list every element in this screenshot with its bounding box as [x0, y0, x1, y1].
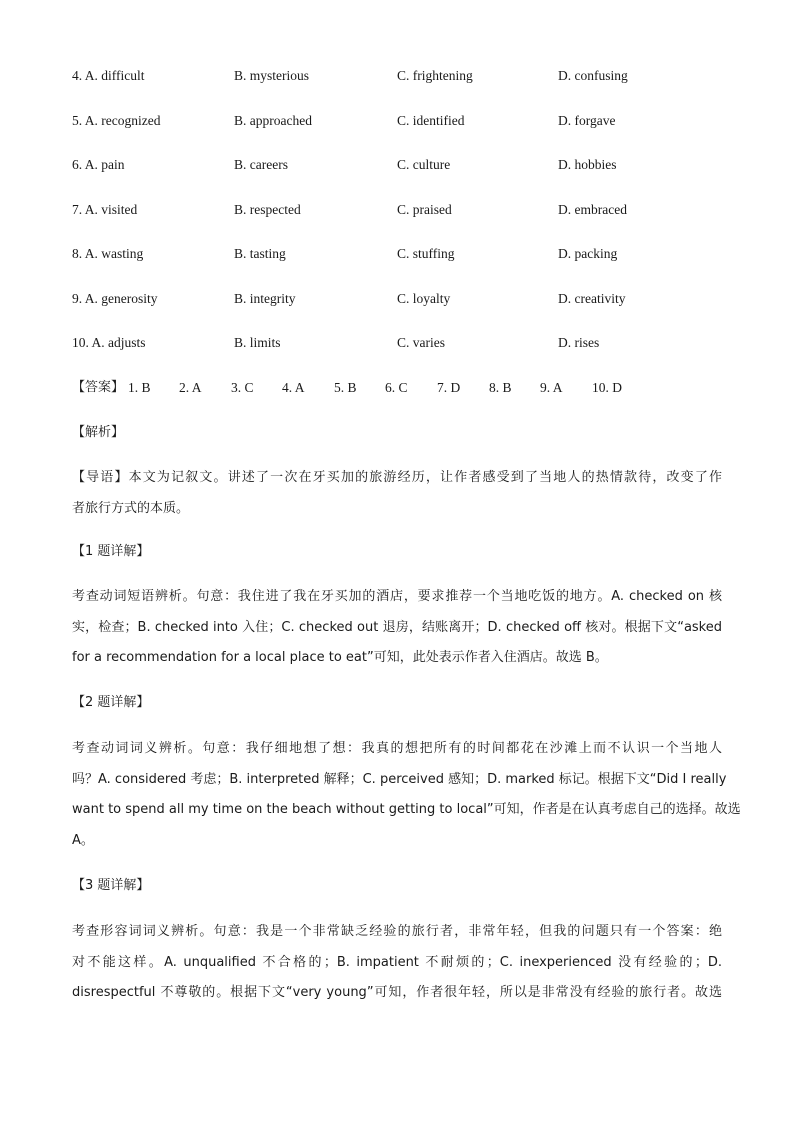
answer-item: 4. A [282, 380, 305, 395]
option-a: 7. A. visited [72, 202, 138, 217]
option-a: 4. A. difficult [72, 68, 145, 83]
text-line: A。 [72, 832, 94, 848]
text-line: 考查形容词词义辨析。句意：我是一个非常缺乏经验的旅行者，非常年轻，但我的问题只有一个答案：绝 [72, 924, 722, 939]
option-c: C. stuffing [397, 246, 455, 261]
option-b: B. limits [234, 335, 281, 350]
option-c: C. loyalty [397, 291, 451, 306]
option-a: 9. A. generosity [72, 291, 158, 306]
text-line: 吗？A. considered 考虑；B. interpreted 解释；C. perceived 感知；D. marked 标记。根据下文“Did I really [72, 771, 727, 787]
option-c: C. varies [397, 335, 445, 350]
q1-heading: 【1 题详解】 [72, 544, 150, 559]
text-line: 考查动词词义辨析。句意：我仔细地想了想：我真的想把所有的时间都花在沙滩上而不认识一个当地人 [72, 741, 722, 756]
option-b: B. tasting [234, 246, 286, 261]
text-line: 实，检查；B. checked into 入住；C. checked out 退房，结账离开；D. checked off 核对。根据下文“asked [72, 619, 722, 635]
option-a: 10. A. adjusts [72, 335, 146, 350]
q3-explanation [72, 921, 722, 1013]
text-line: for a recommendation for a local place to eat”可知，此处表示作者入住酒店。故选 B。 [72, 650, 608, 665]
option-b: B. mysterious [234, 68, 310, 83]
option-d: D. embraced [558, 202, 627, 217]
option-d: D. forgave [558, 113, 616, 128]
q1-explanation [72, 586, 722, 678]
answer-item: 3. C [231, 380, 254, 395]
answer-item: 2. A [179, 380, 202, 395]
option-c: C. frightening [397, 68, 473, 83]
text-line: 【导语】本文为记叙文。讲述了一次在牙买加的旅游经历，让作者感受到了当地人的热情款待，改变了作 [72, 470, 722, 485]
text-line: 者旅行方式的本质。 [72, 500, 190, 516]
answer-item: 1. B [128, 380, 151, 395]
answer-label: 【答案】 [72, 380, 125, 395]
text-line: 考查动词短语辨析。句意：我住进了我在牙买加的酒店，要求推荐一个当地吃饭的地方。A. checked on 核 [72, 589, 722, 604]
option-d: D. hobbies [558, 157, 617, 172]
option-c: C. praised [397, 202, 452, 217]
q3-heading: 【3 题详解】 [72, 878, 150, 893]
option-c: C. culture [397, 157, 451, 172]
option-a: 5. A. recognized [72, 113, 161, 128]
text-line: 对不能这样。A. unqualified 不合格的；B. impatient 不耐烦的；C. inexperienced 没有经验的；D. [72, 954, 722, 970]
q2-heading: 【2 题详解】 [72, 695, 150, 710]
option-row-4 [0, 65, 794, 87]
option-row-5 [0, 110, 794, 132]
option-d: D. packing [558, 246, 618, 261]
option-row-9 [0, 288, 794, 310]
q2-explanation [72, 738, 741, 860]
option-a: 8. A. wasting [72, 246, 144, 261]
analysis-heading: 【解析】 [72, 425, 125, 440]
option-row-10 [0, 332, 794, 354]
option-d: D. confusing [558, 68, 628, 83]
option-c: C. identified [397, 113, 465, 128]
intro-paragraph [72, 467, 722, 528]
text-line: disrespectful 不尊敬的。根据下文“very young”可知，作者很年轻，所以是非常没有经验的旅行者。故选 [72, 985, 722, 1000]
option-row-7 [0, 199, 794, 221]
answer-item: 10. D [592, 380, 622, 395]
option-row-6 [0, 154, 794, 176]
option-d: D. rises [558, 335, 600, 350]
option-d: D. creativity [558, 291, 626, 306]
answer-item: 6. C [385, 380, 408, 395]
option-b: B. approached [234, 113, 312, 128]
option-row-8 [0, 243, 794, 265]
option-a: 6. A. pain [72, 157, 125, 172]
answer-item: 8. B [489, 380, 512, 395]
answer-item: 7. D [437, 380, 461, 395]
option-b: B. respected [234, 202, 301, 217]
option-b: B. integrity [234, 291, 296, 306]
answer-item: 9. A [540, 380, 563, 395]
text-line: want to spend all my time on the beach without getting to local”可知，作者是在认真考虑自己的选择。故选 [72, 802, 741, 817]
answer-item: 5. B [334, 380, 357, 395]
option-b: B. careers [234, 157, 288, 172]
